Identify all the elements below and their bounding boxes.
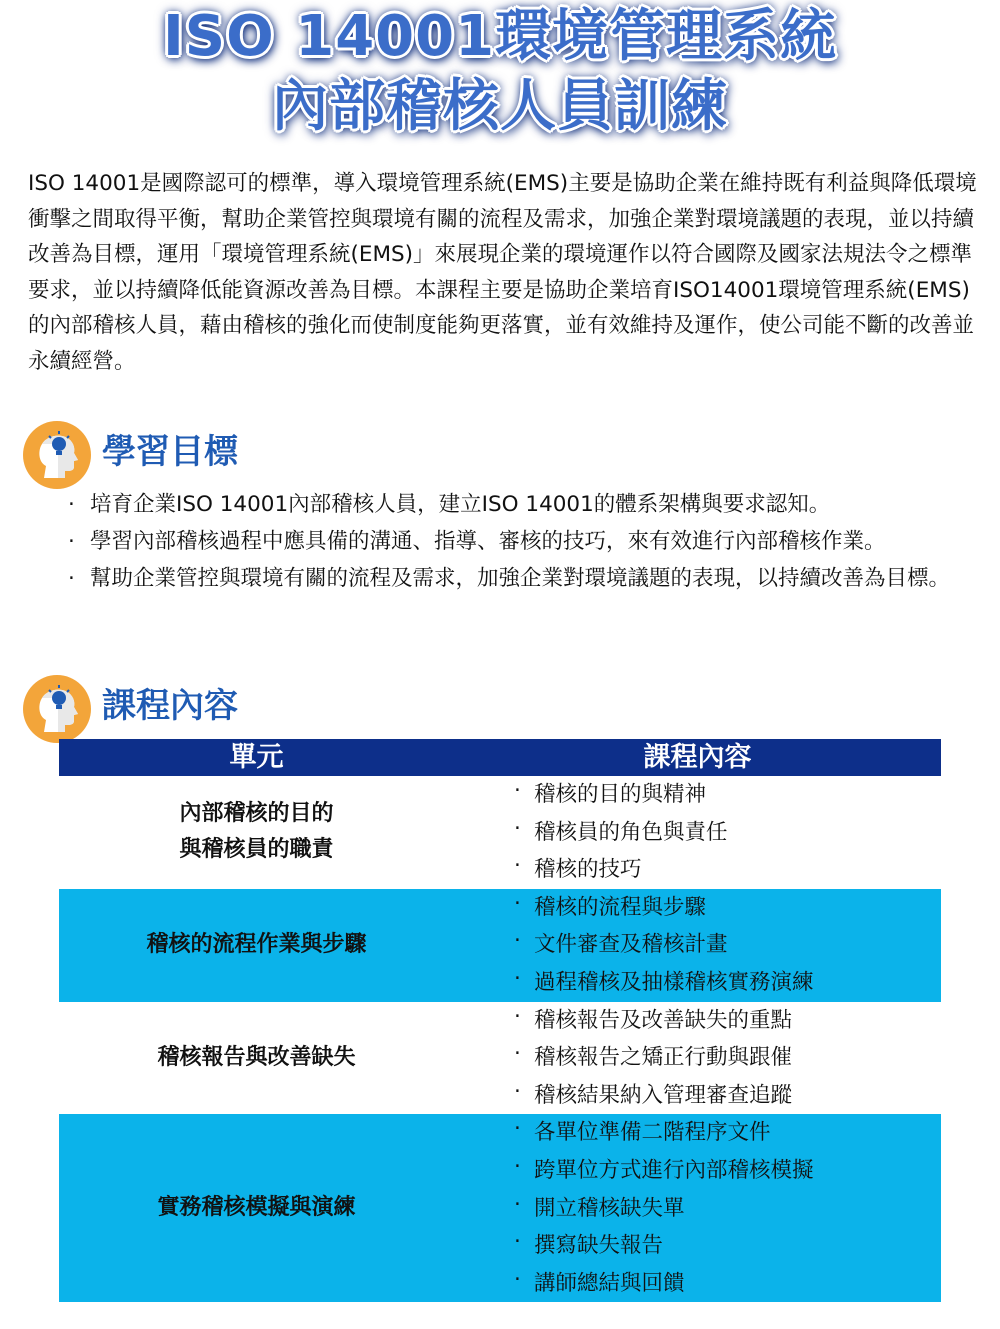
table-row [59, 889, 941, 1002]
content-cell [454, 776, 941, 889]
unit-label: 稽核的流程作業與步驟 [146, 932, 367, 958]
list-item: · 培育企業ISO 14001內部稽核人員，建立ISO 14001的體系架構與要求認知。 [68, 492, 831, 517]
list-item: · 稽核結果納入管理審查追蹤 [514, 1078, 793, 1108]
list-item: · 文件審查及稽核計畫 [514, 928, 728, 958]
course-heading: 課程內容 [102, 686, 238, 726]
unit-label: 稽核報告與改善缺失 [157, 1044, 356, 1070]
list-item: · 開立稽核缺失單 [514, 1191, 685, 1221]
table-row [59, 1114, 941, 1302]
list-item: · 稽核的目的與精神 [514, 778, 707, 807]
goals-heading: 學習目標 [102, 432, 238, 472]
column-header-unit: 單元 [59, 739, 454, 776]
list-item: · 稽核報告之矯正行動與跟催 [514, 1041, 793, 1071]
thinking-head-icon [22, 420, 92, 490]
goals-section-header [22, 420, 422, 490]
list-item: · 過程稽核及抽樣稽核實務演練 [514, 965, 814, 995]
course-table [59, 739, 941, 1302]
content-cell [454, 1002, 941, 1115]
list-item: · 講師總結與回饋 [514, 1266, 685, 1296]
table-row [59, 1002, 941, 1115]
unit-cell [59, 1114, 454, 1302]
unit-cell [59, 889, 454, 1002]
title-line-1: ISO 14001環境管理系統 [162, 4, 838, 69]
list-item: · 各單位準備二階程序文件 [514, 1116, 771, 1146]
list-item: · 撰寫缺失報告 [514, 1229, 664, 1259]
content-cell [454, 1114, 941, 1302]
list-item: · 跨單位方式進行內部稽核模擬 [514, 1153, 814, 1183]
unit-cell [59, 1002, 454, 1115]
intro-paragraph: ISO 14001是國際認可的標準，導入環境管理系統(EMS)主要是協助企業在維持既有利益與降低環境衝擊之間取得平衡，幫助企業管控與環境有關的流程及需求，加強企業對環境議題的表現，並以持續改善為目標，運用「環境管理系統(EMS)」來展現企業的環境運作以符合國際及國家法規法令之標準要求，並以持續降低能資源改善為目標。本課程主要是協助企業培育ISO14001環境管理系統(EMS)的內部稽核人員，藉由稽核的強化而使制度能夠更落實，並有效維持及運作，使公司能不斷的改善並永續經營。 [28, 171, 977, 374]
table-row [59, 776, 941, 889]
list-item: · 學習內部稽核過程中應具備的溝通、指導、審核的技巧，來有效進行內部稽核作業。 [68, 529, 886, 554]
content-cell [454, 889, 941, 1002]
page-title [0, 2, 1000, 142]
thinking-head-icon [22, 674, 92, 744]
list-item: · 稽核的流程與步驟 [514, 890, 707, 920]
course-section-header [22, 674, 422, 744]
list-item: · 稽核員的角色與責任 [514, 815, 728, 845]
list-item: · 稽核的技巧 [514, 853, 642, 883]
unit-label: 內部稽核的目的 與稽核員的職責 [179, 801, 334, 863]
table-header-row [59, 739, 941, 776]
unit-label: 實務稽核模擬與演練 [157, 1195, 356, 1221]
unit-cell [59, 776, 454, 889]
goals-list [64, 486, 984, 597]
list-item: · 稽核報告及改善缺失的重點 [514, 1003, 793, 1033]
column-header-content: 課程內容 [454, 739, 941, 776]
list-item: · 幫助企業管控與環境有關的流程及需求，加強企業對環境議題的表現，以持續改善為目標。 [68, 566, 951, 591]
title-line-2: 內部稽核人員訓練 [272, 74, 728, 139]
